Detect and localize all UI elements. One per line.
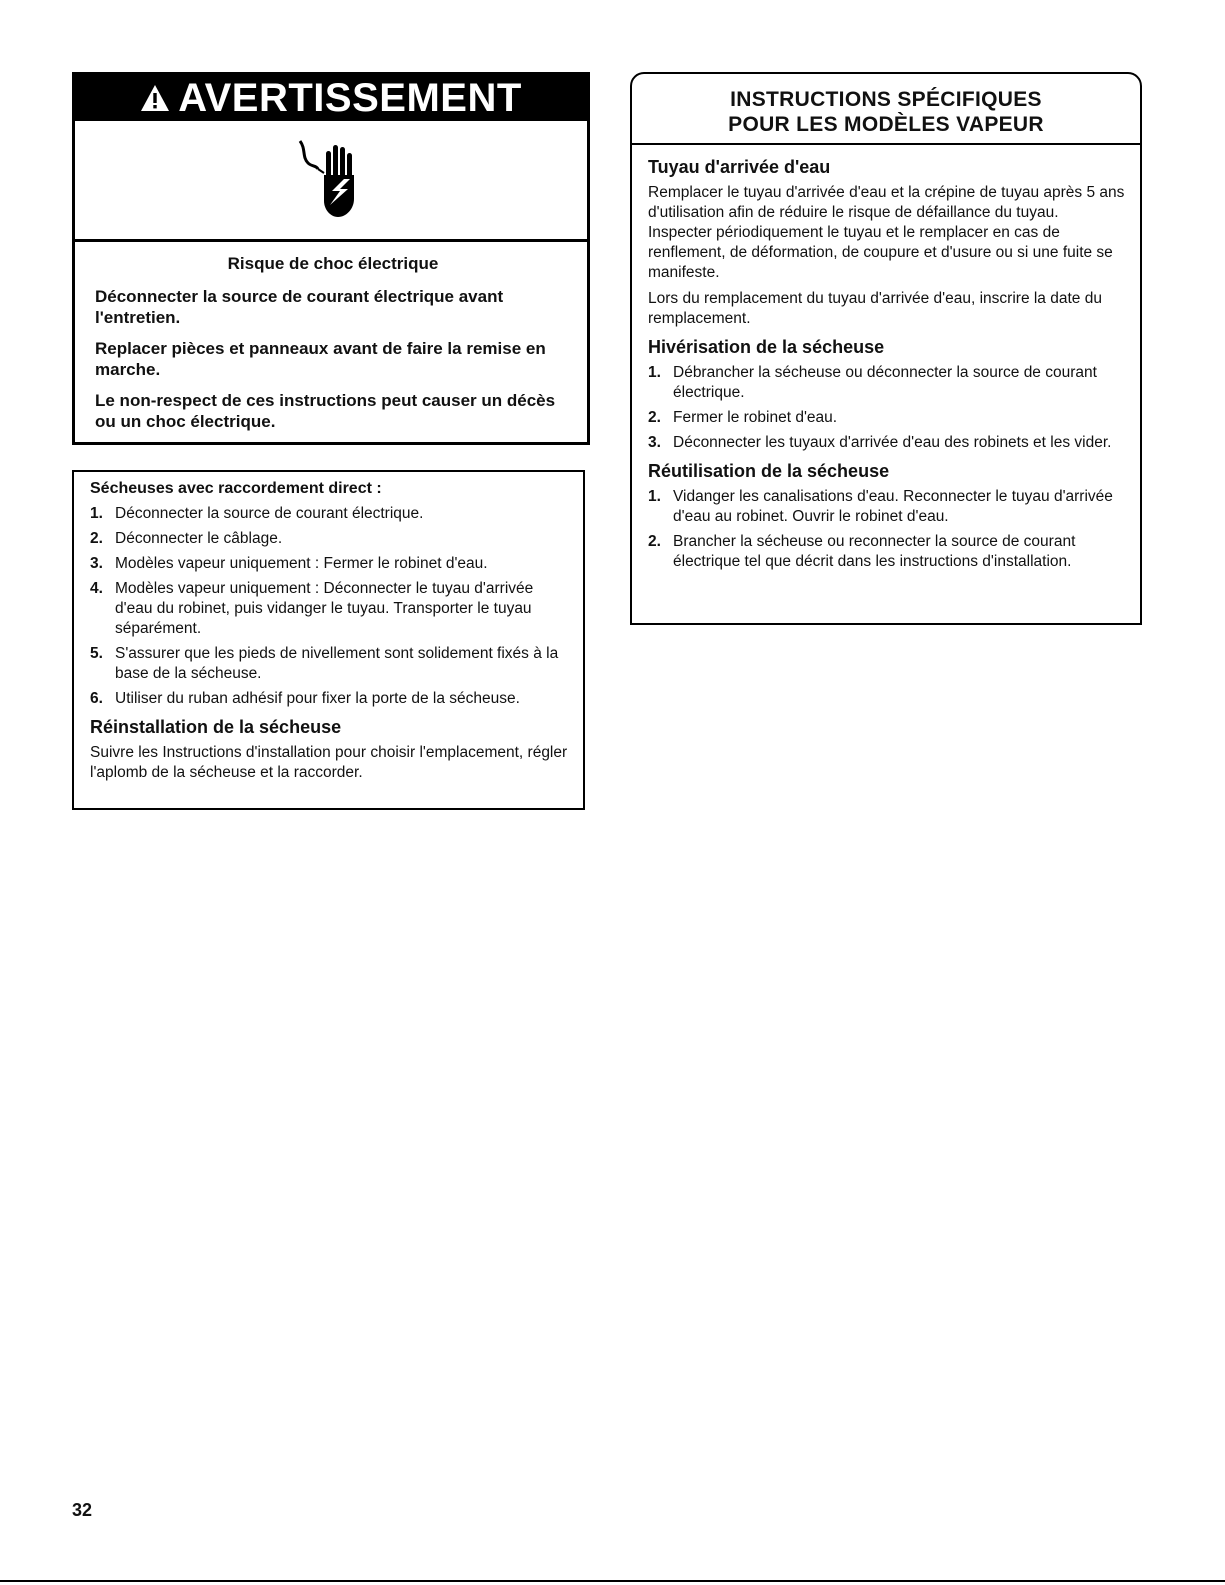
electric-shock-hand-icon (296, 135, 366, 225)
bottom-rule (0, 1580, 1225, 1582)
list-item: 1. Débrancher la sécheuse ou déconnecter la source de courant électrique. (648, 364, 1097, 401)
warning-triangle-icon (140, 84, 170, 112)
reinstall-heading: Réinstallation de la sécheuse (90, 717, 342, 737)
warning-body (75, 242, 587, 432)
steam-models-title: INSTRUCTIONS SPÉCIFIQUES POUR LES MODÈLES VAPEUR (632, 74, 1140, 145)
list-item: 5. S'assurer que les pieds de nivellement sont solidement fixés à la base de la sécheuse. (90, 645, 559, 682)
list-item: 4. Modèles vapeur uniquement : Déconnecter le tuyau d'arrivée d'eau du robinet, puis vidanger le tuyau. Transporter le tuyau séparément. (90, 580, 534, 637)
reuse-heading: Réutilisation de la sécheuse (648, 461, 890, 481)
winterize-heading: Hivérisation de la sécheuse (648, 337, 885, 357)
hose-heading: Tuyau d'arrivée d'eau (648, 157, 831, 177)
warning-box (72, 72, 590, 445)
reuse-steps (648, 487, 1126, 572)
list-item: 2. Déconnecter le câblage. (90, 530, 283, 547)
list-item: 2. Fermer le robinet d'eau. (648, 409, 838, 426)
list-item: 6. Utiliser du ruban adhésif pour fixer la porte de la sécheuse. (90, 690, 520, 707)
hose-paragraph-2: Lors du remplacement du tuyau d'arrivée d'eau, inscrire la date du remplacement. (648, 290, 1102, 327)
direct-wire-steps (90, 504, 571, 709)
direct-wire-heading: Sécheuses avec raccordement direct : (90, 480, 382, 497)
list-item: 3. Déconnecter les tuyaux d'arrivée d'eau des robinets et les vider. (648, 434, 1112, 451)
warning-paragraph-3: Le non-respect de ces instructions peut causer un décès ou un choc électrique. (95, 391, 556, 431)
page-number: 32 (72, 1500, 93, 1520)
risk-title: Risque de choc électrique (227, 254, 439, 273)
warning-paragraph-1: Déconnecter la source de courant électrique avant l'entretien. (95, 287, 504, 327)
direct-wire-dryers-box (72, 470, 585, 810)
steam-models-box (630, 72, 1142, 625)
list-item: 1. Vidanger les canalisations d'eau. Reconnecter le tuyau d'arrivée d'eau au robinet. Ouvrir le robinet d'eau. (648, 488, 1113, 525)
steam-models-content (632, 145, 1140, 572)
list-item: 1. Déconnecter la source de courant électrique. (90, 505, 424, 522)
winterize-steps (648, 363, 1126, 453)
warning-banner-text: AVERTISSEMENT (178, 75, 522, 120)
warning-paragraph-2: Replacer pièces et panneaux avant de faire la remise en marche. (95, 339, 546, 379)
shock-icon-row (75, 121, 587, 242)
reinstall-text: Suivre les Instructions d'installation pour choisir l'emplacement, régler l'aplomb de la sécheuse et la raccorder. (90, 744, 568, 781)
warning-banner (75, 75, 587, 121)
list-item: 3. Modèles vapeur uniquement : Fermer le robinet d'eau. (90, 555, 488, 572)
list-item: 2. Brancher la sécheuse ou reconnecter la source de courant électrique tel que décrit dans les instructions d'installation. (648, 533, 1076, 570)
hose-paragraph-1: Remplacer le tuyau d'arrivée d'eau et la crépine de tuyau après 5 ans d'utilisation afin de réduire le risque de défaillance du tuyau. Inspecter périodiquement le tuyau et le remplacer en cas de renflement, de déformation, de coupure et d'usure ou si une fuite se manifeste. (648, 184, 1125, 281)
